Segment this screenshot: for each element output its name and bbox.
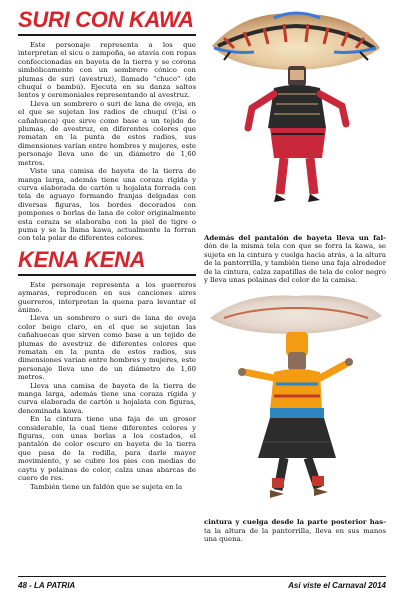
paragraph: Este personaje representa a los guerreros aymaras, reproducen en sus canciones aires guerreros, interpretan la quena para levantar el ánimo. — [18, 280, 196, 314]
title-rule — [18, 34, 196, 36]
right-column — [204, 8, 386, 544]
paragraph: Viste una camisa de bayeta de la tierra de manga larga, además tiene una coraza rígida y curva elaborada de cartón u hojalata forrada con tela de aguayo formando franjas delgadas con diversas figuras, los bordes decorados con pompones o borlas de lana de color originalmente esta coraza se elaboraba con la piel de tigre o puma y se la llama kawa, actualmente la forran con tela polar de diferentes colores. — [18, 167, 196, 243]
kena-kena-dancer-photo — [204, 292, 386, 514]
footer-publication-title: Así viste el Carnaval 2014 — [288, 581, 386, 590]
caption-text: ta la altura de la pantorrilla, lleva en sus manos una quena. — [204, 526, 386, 544]
paragraph: Este personaje representa a los que interpretan el sicu o zampoña, se atavía con ropas confeccionadas en bayeta de la tierra y se corona simbólicamente con un sombrero cónico con plumas de suri (avestruz), llamado "chuco" (de chuquí o bambú). Ejecuta en su danza saltos lentos y ceremoniales representando al avestruz. — [18, 41, 196, 100]
section-title-kena-kena: KENA KENA — [18, 246, 146, 272]
suri-con-kawa-dancer-photo — [204, 8, 386, 230]
paragraph: También tiene un faldón que se sujeta en la — [30, 482, 183, 491]
footer-page-number: 48 - LA PATRIA — [18, 581, 76, 590]
paragraph: En la cintura tiene una faja de un grosor considerable, la cual tiene diferentes colores y figuras, con unas borlas a los costados, el pantalón de color oscuro en bayeta de la tierra que pasa de la rodilla, para darle mayor movimiento, y se cubre los pies con medias de caytu y polainas de color, calza unas abarcas de cuero de res. — [18, 415, 196, 483]
dancer-illustration-icon — [204, 8, 386, 230]
photo-caption-2 — [204, 518, 386, 543]
caption-lead: Además del pantalón de bayeta lleva un fal- — [204, 234, 386, 242]
paragraph: Lleva un sombrero o suri de lana de oveja, en el que se sujetan los radios de chuquí (t'isi o cañahueca) que sirve como base a un tejido de plumas, de avestruz, en diferentes colores que rematan en la punta de estos radios, sus dimensiones varían entre hombres y mujeres, este personaje lleva uno de un diámetro de 1,60 metros. — [18, 99, 196, 167]
section-title-suri-con-kawa: SURI CON KAWA — [18, 7, 194, 32]
photo-caption-1 — [204, 234, 386, 284]
left-column — [18, 8, 196, 491]
dancer-illustration-icon — [204, 292, 386, 514]
caption-lead: cintura y cuelga desde la parte posterior has- — [204, 518, 386, 527]
paragraph: Lleva una camisa de bayeta de la tierra de manga larga, además tiene una coraza rígida y curva elaborada de cartón u hojalata con figuras, denominada kawa. — [18, 381, 196, 415]
paragraph: Lleva un sombrero o suri de lana de oveja color beige claro, en el que se sujetan las cañahuecas que sirven como base a un tejido de plumas de avestruz de diferentes colores que rematan en la punta de estos radios, sus dimensiones varían entre hombres y mujeres, este personaje lleva uno de un diámetro de 1,60 metros. — [18, 314, 196, 382]
caption-text: dón de la misma tela con que se forra la kawa, se sujeta en la cintura y cuelga hacia atrás, a la altura de la pantorrilla, y también tiene una faja alrededor de la cintura, calza zapatillas de tela de color negro y lleva unas polainas del color de la camisa. — [204, 242, 386, 285]
page-footer — [18, 576, 386, 592]
title-rule — [18, 274, 196, 276]
